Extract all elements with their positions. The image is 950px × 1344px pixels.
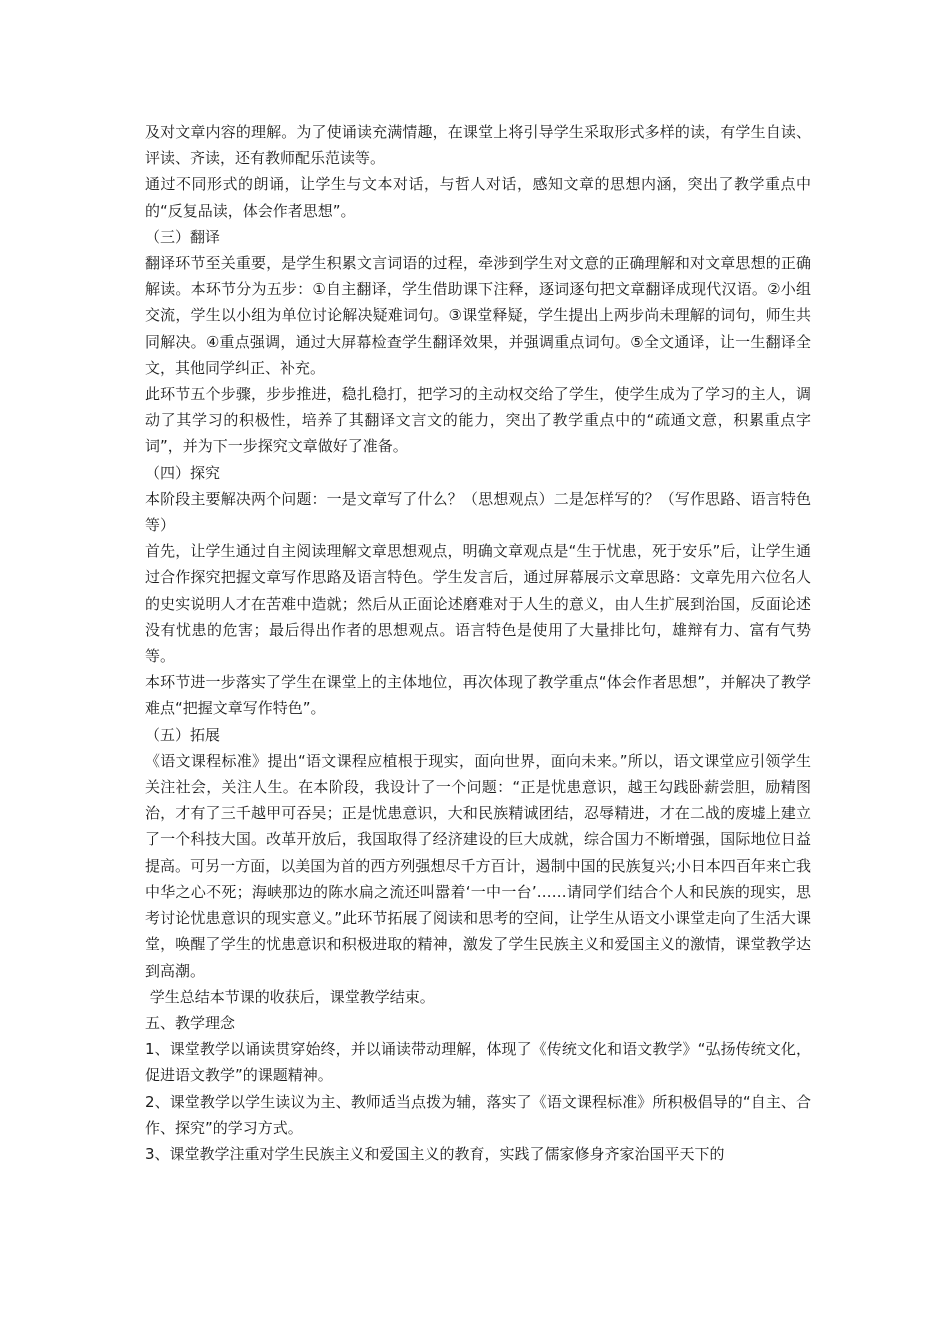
list-item-philosophy-1: 1、课堂教学以诵读贯穿始终，并以诵读带动理解，体现了《传统文化和语文教学》“弘扬传统文化，促进语文教学”的课题精神。 xyxy=(145,1040,811,1085)
document-page xyxy=(145,119,811,1167)
paragraph-extension-body: 《语文课程标准》提出“语文课程应植根于现实，面向世界，面向未来。”所以，语文课堂应引领学生关注社会，关注人生。在本阶段，我设计了一个问题：“正是忧患意识，越王勾践卧薪尝胆，励精图治，才有了三千越甲可吞吴；正是忧患意识，大和民族精诚团结，忍辱精进，才在二战的废墟上建立了一个科技大国。改革开放后，我国取得了经济建设的巨大成就，综合国力不断增强，国际地位日益提高。可另一方面，以美国为首的西方列强想尽千方百计，遏制中国的民族复兴;小日本四百年来亡我中华之心不死；海峡那边的陈水扁之流还叫嚣着‘一中一台’……请同学们结合个人和民族的现实，思考讨论忧患意识的现实意义。”此环节拓展了阅读和思考的空间，让学生从语文小课堂走向了生活大课堂，唤醒了学生的忧患意识和积极进取的精神，激发了学生民族主义和爱国主义的激情，课堂教学达到高潮。 xyxy=(145,751,811,980)
paragraph-inquiry-summary: 本环节进一步落实了学生在课堂上的主体地位，再次体现了教学重点“体会作者思想”，并解决了教学难点“把握文章写作特色”。 xyxy=(145,673,811,718)
list-item-philosophy-3: 3、课堂教学注重对学生民族主义和爱国主义的教育，实践了儒家修身齐家治国平天下的 xyxy=(145,1144,725,1163)
paragraph-inquiry-process: 首先，让学生通过自主阅读理解文章思想观点，明确文章观点是“生于忧患，死于安乐”后，让学生通过合作探究把握文章写作思路及语言特色。学生发言后，通过屏幕展示文章思路：文章先用六位名人的史实说明人才在苦难中造就；然后从正面论述磨难对于人生的意义，由人生扩展到治国，反面论述没有忧患的危害；最后得出作者的思想观点。语言特色是使用了大量排比句，雄辩有力、富有气势等。 xyxy=(145,542,811,666)
section-heading-inquiry: （四）探究 xyxy=(145,463,221,482)
paragraph-inquiry-questions: 本阶段主要解决两个问题：一是文章写了什么？（思想观点）二是怎样写的？（写作思路、语言特色等） xyxy=(145,489,811,535)
paragraph-translation-steps: 翻译环节至关重要，是学生积累文言词语的过程，牵涉到学生对文意的正确理解和对文章思想的正确解读。本环节分为五步：①自主翻译，学生借助课下注释，逐词逐句把文章翻译成现代汉语。②小组交流，学生以小组为单位讨论解决疑难词句。③课堂释疑，学生提出上两步尚未理解的词句，师生共同解决。④重点强调，通过大屏幕检查学生翻译效果，并强调重点词句。⑤全文通译，让一生翻译全文，其他同学纠正、补充。 xyxy=(145,254,811,377)
paragraph-reading-methods: 及对文章内容的理解。为了使诵读充满情趣，在课堂上将引导学生采取形式多样的读，有学生自读、评读、齐读，还有教师配乐范读等。 xyxy=(145,123,811,168)
section-heading-teaching-philosophy: 五、教学理念 xyxy=(145,1013,236,1032)
section-heading-translation: （三）翻译 xyxy=(145,227,221,246)
list-item-philosophy-2: 2、课堂教学以学生读议为主、教师适当点拨为辅，落实了《语文课程标准》所积极倡导的“自主、合作、探究”的学习方式。 xyxy=(145,1092,811,1137)
section-heading-extension: （五）拓展 xyxy=(145,725,221,744)
paragraph-class-end: 学生总结本节课的收获后，课堂教学结束。 xyxy=(145,987,435,1006)
paragraph-recitation-summary: 通过不同形式的朗诵，让学生与文本对话，与哲人对话，感知文章的思想内涵，突出了教学重点中的“反复品读，体会作者思想”。 xyxy=(145,175,811,220)
paragraph-translation-summary: 此环节五个步骤，步步推进，稳扎稳打，把学习的主动权交给了学生，使学生成为了学习的主人，调动了其学习的积极性，培养了其翻译文言文的能力，突出了教学重点中的“疏通文意，积累重点字词”，并为下一步探究文章做好了准备。 xyxy=(145,385,811,456)
